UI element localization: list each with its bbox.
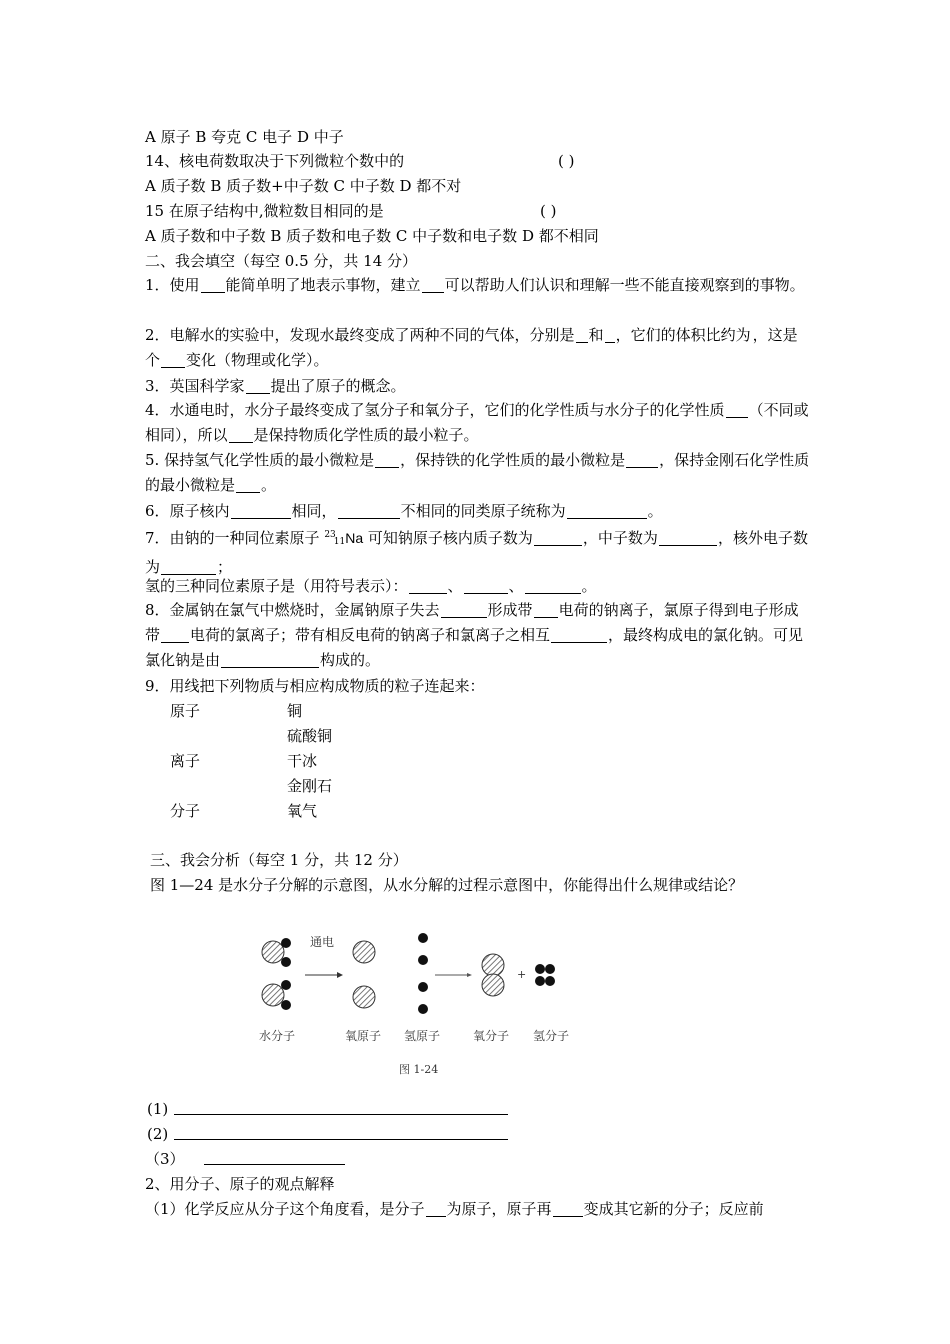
- oxygen-molecule-atom: [482, 954, 504, 976]
- answer-1-line[interactable]: [174, 1114, 508, 1115]
- fill-item-2: 2．电解水的实验中，发现水最终变成了两种不同的气体，分别是 和 ，它们的体积比约为 ，这是个 变化（物理或化学）。: [145, 326, 798, 369]
- blank[interactable]: [441, 601, 487, 618]
- answer-3-line[interactable]: [204, 1164, 345, 1165]
- label-oxygen-molecule: 氧分子: [473, 1029, 510, 1043]
- atomic-number: 11: [333, 537, 346, 547]
- water-molecule-top: [262, 938, 291, 967]
- fill-item-7: 7．由钠的一种同位素原子 $^{23}_{11}$Na 可知钠原子核内质子数为 ，中子数为 ，核外电子数为 ；: [145, 529, 808, 576]
- fill-item-7b: 氢的三种同位素原子是（用符号表示）： 、 、 。: [145, 577, 597, 595]
- blank[interactable]: [464, 577, 508, 594]
- fill-item-5: 5. 保持氢气化学性质的最小微粒是 ，保持铁的化学性质的最小微粒是 ，保持金刚石化学性质的最小微粒是 。: [145, 451, 810, 494]
- blank[interactable]: [161, 351, 185, 368]
- plus-sign: +: [517, 968, 527, 981]
- label-hydrogen-atom: 氢原子: [404, 1029, 441, 1043]
- section3-question: 图 1—24 是水分子分解的示意图，从水分解的过程示意图中，你能得出什么规律或结论？: [150, 876, 744, 894]
- label-water-molecule: 水分子: [259, 1029, 296, 1043]
- fill-item-8: 8．金属钠在氯气中燃烧时，金属钠原子失去 形成带 电荷的钠离子，氯原子得到电子形成带 电荷的氯离子；带有相反电荷的钠离子和氯离子之相互 ，最终构成电的氯化钠。可见氯化钠是由 构成的。: [145, 601, 804, 669]
- water-decomposition-figure: [253, 925, 583, 1085]
- arrow-label: 通电: [310, 935, 335, 949]
- blank[interactable]: [534, 529, 582, 546]
- hydrogen-molecule-atom: [545, 976, 555, 986]
- blank[interactable]: [161, 626, 189, 643]
- q14-stem: 14、核电荷数取决于下列微粒个数中的: [145, 152, 405, 170]
- oxygen-molecule-atom: [482, 974, 504, 996]
- blank[interactable]: [726, 401, 748, 418]
- answer-3-label: （3）: [145, 1150, 185, 1168]
- blank[interactable]: [605, 326, 615, 343]
- blank[interactable]: [576, 326, 588, 343]
- q15-answer-paren[interactable]: ( ): [540, 202, 557, 220]
- hydrogen-atom: [418, 933, 428, 943]
- section3-title: 三、我会分析（每空 1 分，共 12 分）: [150, 851, 408, 869]
- blank[interactable]: [229, 426, 253, 443]
- answer-1-label: (1): [147, 1100, 169, 1118]
- blank[interactable]: [534, 601, 558, 618]
- mass-number: 23: [324, 530, 336, 540]
- figure-svg: [253, 925, 583, 1085]
- left-label-ion[interactable]: 离子: [170, 752, 201, 770]
- blank[interactable]: [551, 626, 607, 643]
- element-symbol: Na: [345, 530, 364, 546]
- left-label-atom[interactable]: 原子: [170, 702, 201, 720]
- right-label-dry-ice[interactable]: 干冰: [287, 752, 318, 770]
- answer-2-label: (2): [147, 1125, 169, 1143]
- hydrogen-molecule-atom: [535, 964, 545, 974]
- fill-item-4: 4．水通电时，水分子最终变成了氢分子和氧分子，它们的化学性质与水分子的化学性质 （不同或相同），所以 是保持物质化学性质的最小粒子。: [145, 401, 809, 444]
- fill-item-1: 1．使用 能简单明了地表示事物，建立 可以帮助人们认识和理解一些不能直接观察到的事物。: [145, 276, 805, 294]
- hydrogen-atom: [418, 955, 428, 965]
- blank[interactable]: [659, 529, 717, 546]
- oxygen-atom: [353, 941, 375, 963]
- answer-2-line[interactable]: [174, 1139, 508, 1140]
- hydrogen-atom: [418, 982, 428, 992]
- q14-options: A 质子数 B 质子数+中子数 C 中子数 D 都不对: [145, 177, 462, 195]
- q15-options: A 质子数和中子数 B 质子数和电子数 C 中子数和电子数 D 都不相同: [145, 227, 599, 245]
- q14-answer-paren[interactable]: ( ): [558, 152, 575, 170]
- blank[interactable]: [422, 276, 444, 293]
- blank[interactable]: [221, 651, 319, 668]
- section3-q2-1: （1）化学反应从分子这个角度看，是分子 为原子，原子再 变成其它新的分子；反应前: [145, 1200, 764, 1218]
- blank[interactable]: [338, 502, 400, 519]
- blank[interactable]: [553, 1200, 583, 1217]
- section2-title: 二、我会填空（每空 0.5 分，共 14 分）: [145, 252, 418, 270]
- blank[interactable]: [236, 476, 260, 493]
- q15-stem: 15 在原子结构中,微粒数目相同的是: [145, 202, 384, 220]
- blank[interactable]: [426, 1200, 446, 1217]
- hydrogen-atom: [418, 1004, 428, 1014]
- arrow-head: [467, 973, 472, 977]
- fill-item-6: 6．原子核内 相同， 不相同的同类原子统称为 。: [145, 502, 663, 520]
- hydrogen-molecule-atom: [535, 976, 545, 986]
- blank[interactable]: [626, 451, 658, 468]
- label-hydrogen-molecule: 氢分子: [533, 1029, 570, 1043]
- left-label-molecule[interactable]: 分子: [170, 802, 201, 820]
- blank[interactable]: [567, 502, 647, 519]
- right-label-copper-sulfate[interactable]: 硫酸铜: [287, 727, 333, 745]
- fill-item-9: 9．用线把下列物质与相应构成物质的粒子连起来：: [145, 677, 485, 695]
- water-molecule-bottom: [262, 980, 291, 1010]
- fill-item-3: 3．英国科学家 提出了原子的概念。: [145, 377, 406, 395]
- figure-caption: 图 1-24: [399, 1063, 439, 1076]
- blank[interactable]: [375, 451, 399, 468]
- right-label-diamond[interactable]: 金刚石: [287, 777, 333, 795]
- blank[interactable]: [161, 558, 216, 575]
- blank[interactable]: [409, 577, 447, 594]
- q13-options: A 原子 B 夸克 C 电子 D 中子: [145, 128, 344, 146]
- hydrogen-molecule-atom: [545, 964, 555, 974]
- oxygen-atom: [353, 986, 375, 1008]
- blank[interactable]: [201, 276, 225, 293]
- section3-q2: 2、用分子、原子的观点解释: [145, 1175, 335, 1193]
- arrow-head: [337, 972, 343, 978]
- label-oxygen-atom: 氧原子: [345, 1029, 382, 1043]
- right-label-oxygen[interactable]: 氧气: [287, 802, 318, 820]
- blank[interactable]: [525, 577, 581, 594]
- right-label-copper[interactable]: 铜: [287, 702, 303, 720]
- blank[interactable]: [246, 377, 270, 394]
- blank[interactable]: [231, 502, 291, 519]
